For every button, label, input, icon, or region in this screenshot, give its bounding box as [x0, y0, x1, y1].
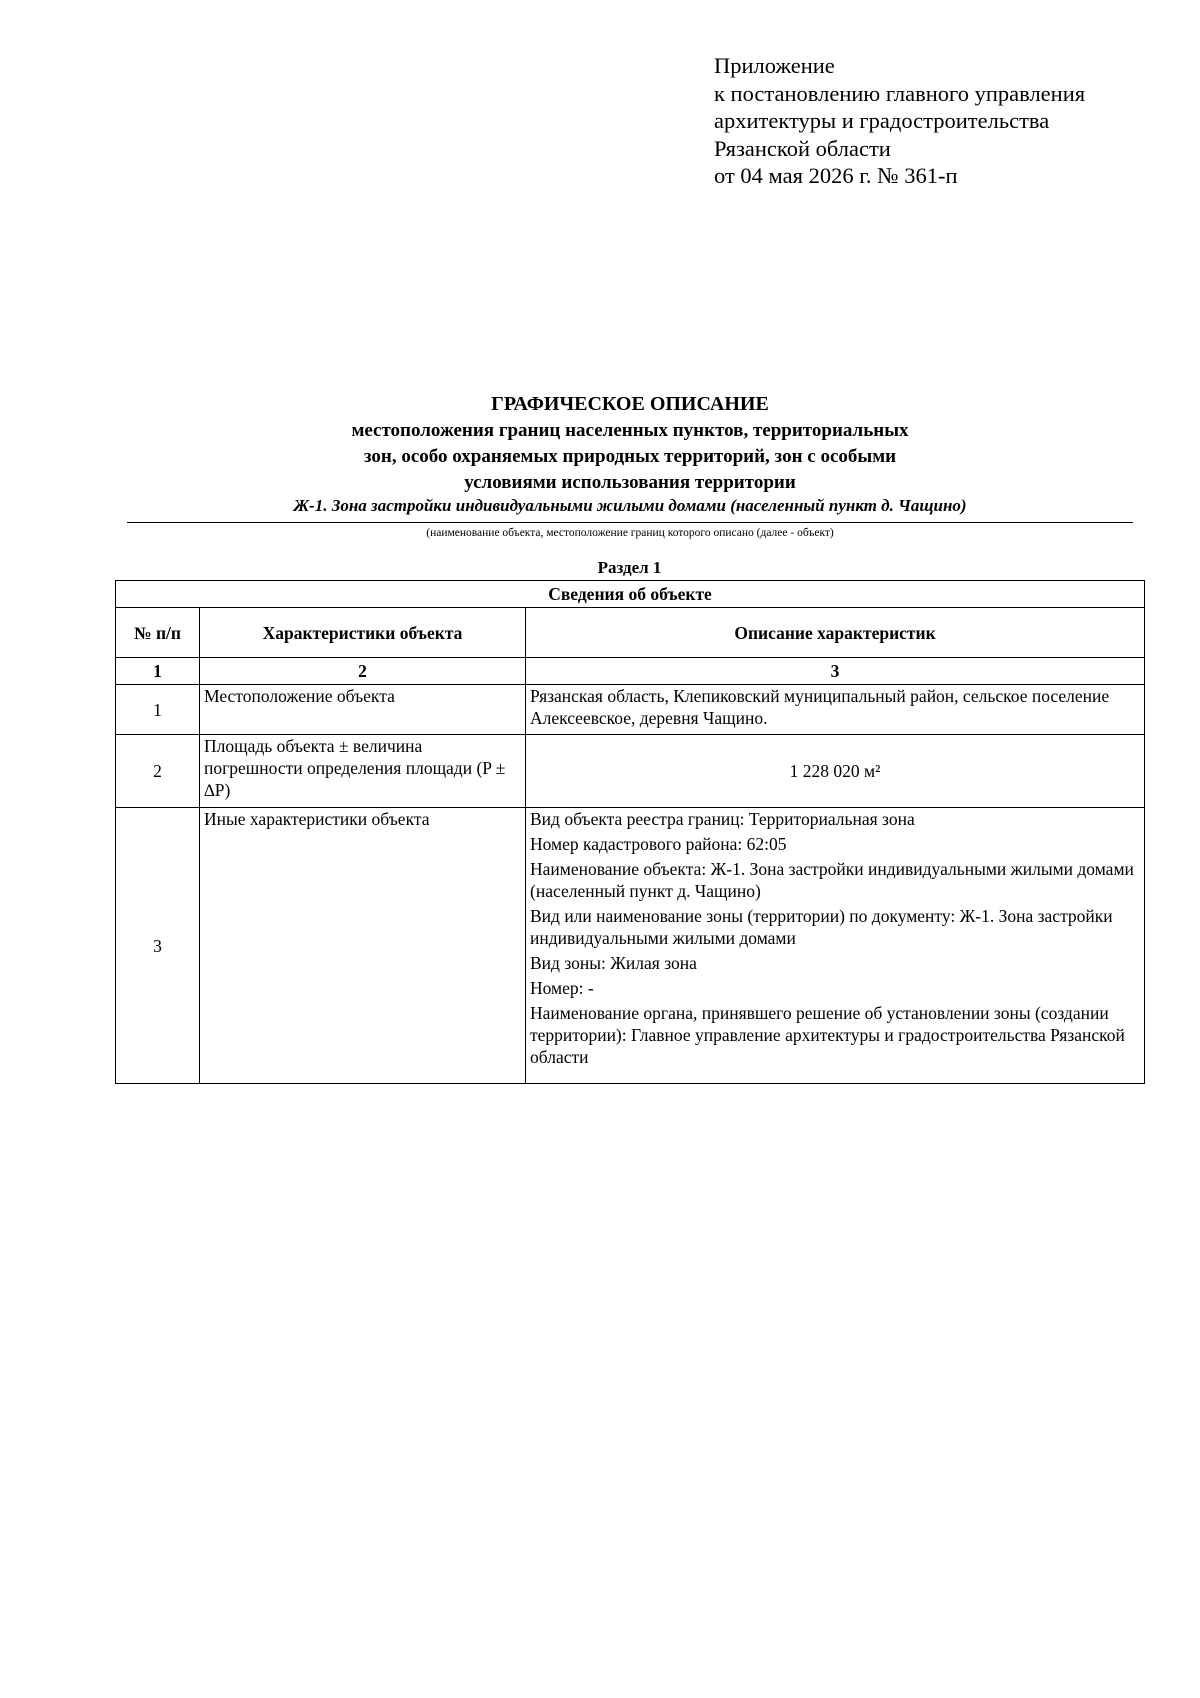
row-num: 2 — [116, 735, 200, 808]
table-title: Сведения об объекте — [116, 581, 1145, 608]
row-characteristic: Площадь объекта ± величина погрешности определения площади (P ± ∆P) — [200, 735, 526, 808]
row-description — [526, 735, 1145, 808]
column-number: 3 — [526, 658, 1145, 685]
table-row — [116, 685, 1145, 735]
appendix-line: архитектуры и градостроительства — [714, 108, 1050, 133]
appendix-line: к постановлению главного управления — [714, 80, 1086, 106]
header-num: № п/п — [116, 608, 200, 658]
description-line: Наименование органа, принявшего решение об установлении зоны (создании территории): Главное управление архитектуры и градостроительства Рязанской области — [530, 1003, 1125, 1067]
object-caption: (наименование объекта, местоположение границ которого описано (далее - объект) — [426, 527, 834, 539]
row-characteristic: Иные характеристики объекта — [200, 808, 526, 1084]
title-subline: зон, особо охраняемых природных территорий, зон с особыми — [363, 446, 897, 467]
description-line: Вид зоны: Жилая зона — [530, 953, 697, 973]
section-title: Раздел 1 — [597, 558, 662, 577]
title-subline: условиями использования территории — [464, 472, 796, 493]
object-info-table — [115, 580, 1145, 1084]
column-number: 2 — [200, 658, 526, 685]
appendix-block — [714, 52, 1085, 190]
object-underline — [127, 522, 1133, 523]
header-characteristic: Характеристики объекта — [200, 608, 526, 658]
appendix-line: Приложение — [714, 53, 835, 78]
description-line: 1 228 020 м² — [789, 761, 881, 781]
row-characteristic: Местоположение объекта — [200, 685, 526, 735]
header-description: Описание характеристик — [526, 608, 1145, 658]
row-num: 3 — [116, 808, 200, 1084]
column-number: 1 — [116, 658, 200, 685]
document-title — [127, 390, 1133, 496]
appendix-line: Рязанской области — [714, 135, 891, 161]
table-row — [116, 808, 1145, 1084]
description-line: Рязанская область, Клепиковский муниципальный район, сельское поселение Алексеевское, деревня Чащино. — [530, 686, 1110, 728]
title-subline: местоположения границ населенных пунктов, территориальных — [351, 420, 909, 441]
table-row — [116, 735, 1145, 808]
appendix-line: от 04 мая 2026 г. № 361-п — [714, 163, 958, 188]
title-main: ГРАФИЧЕСКОЕ ОПИСАНИЕ — [491, 393, 769, 415]
description-line: Вид объекта реестра границ: Территориальная зона — [530, 809, 915, 829]
description-line: Номер кадастрового района: 62:05 — [530, 834, 787, 854]
row-description — [526, 685, 1145, 735]
object-name: Ж-1. Зона застройки индивидуальными жилыми домами (населенный пункт д. Чащино) — [293, 496, 967, 515]
description-line: Вид или наименование зоны (территории) по документу: Ж-1. Зона застройки индивидуальными жилыми домами — [530, 906, 1113, 948]
row-description — [526, 808, 1145, 1084]
description-line: Номер: - — [530, 978, 594, 998]
description-line: Наименование объекта: Ж-1. Зона застройки индивидуальными жилыми домами (населенный пункт д. Чащино) — [530, 859, 1134, 901]
row-num: 1 — [116, 685, 200, 735]
